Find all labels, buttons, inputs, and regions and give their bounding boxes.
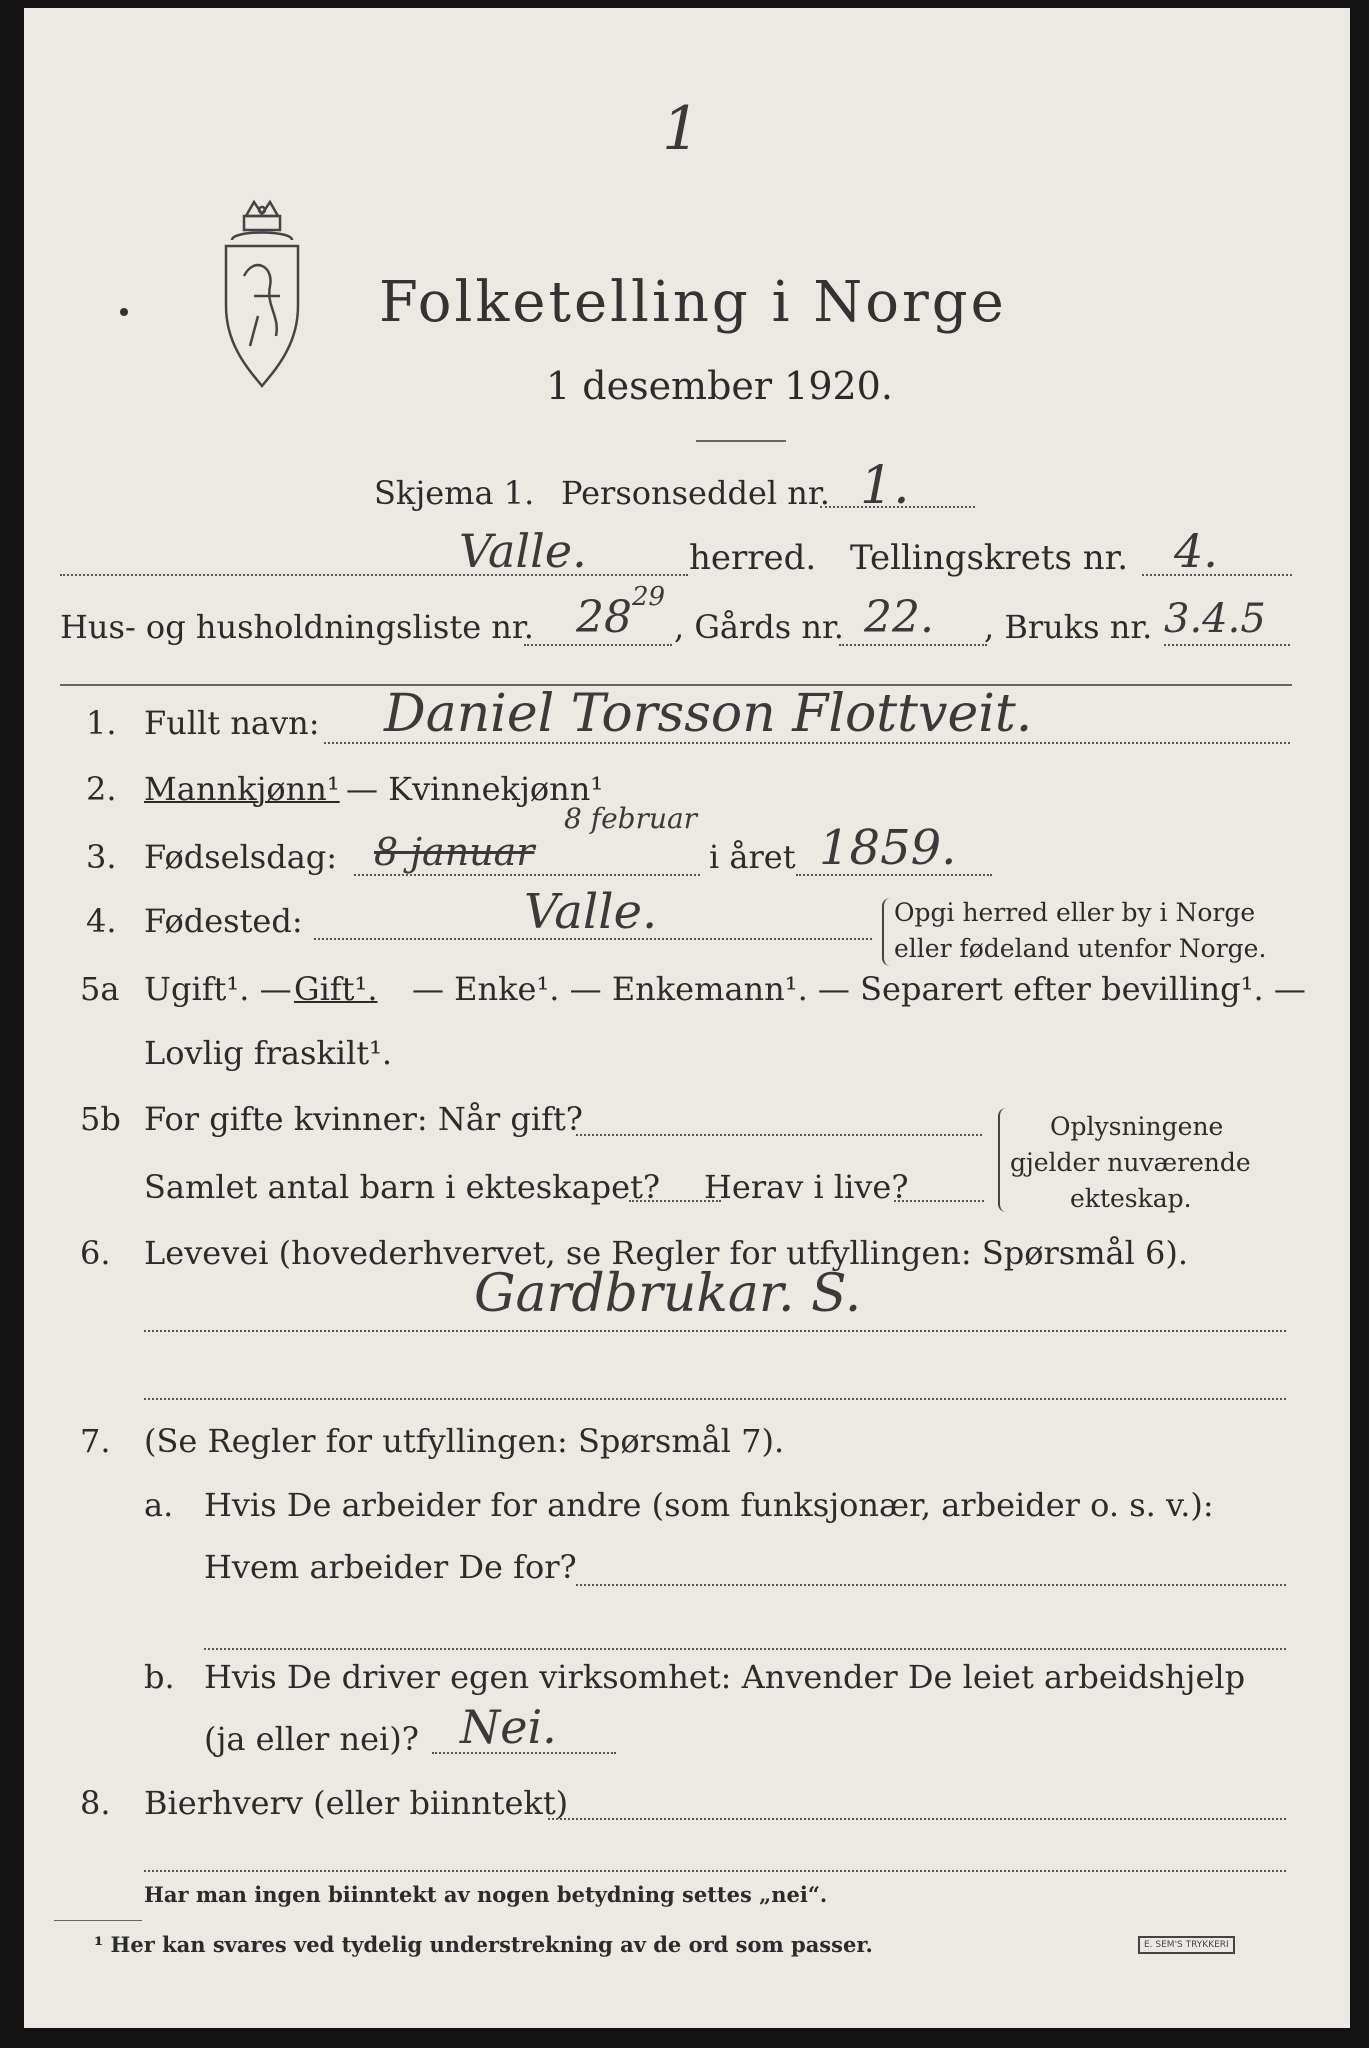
husholdning-dotline	[524, 644, 672, 646]
occupation-value: Gardbrukar. S.	[474, 1264, 862, 1324]
coat-of-arms-icon	[214, 196, 310, 396]
q5a-number: 5a	[80, 970, 120, 1008]
hired-help-value: Nei.	[460, 1700, 557, 1754]
q6-number: 6.	[80, 1234, 111, 1272]
status-others: — Enke¹. — Enkemann¹. — Separert efter bevilling¹. —	[412, 970, 1306, 1008]
q4-note-line2: eller fødeland utenfor Norge.	[894, 934, 1267, 963]
q7b-line1: Hvis De driver egen virksomhet: Anvender De leiet arbeidshjelp	[204, 1658, 1246, 1696]
q7-label: (Se Regler for utfyllingen: Spørsmål 7).	[144, 1422, 785, 1460]
full-name-value: Daniel Torsson Flottveit.	[384, 684, 1033, 744]
gards-dotline	[839, 644, 987, 646]
status-gift: Gift¹.	[294, 970, 378, 1008]
q3-dotline	[354, 874, 700, 876]
q8-label: Bierhverv (eller biinntekt)	[144, 1784, 569, 1822]
birthdate-correction: 8 februar	[564, 802, 698, 835]
personseddel-nr: 1.	[860, 456, 910, 516]
husholdning-label: Hus- og husholdningsliste nr.	[60, 608, 534, 646]
q6-dotline-1	[144, 1330, 1286, 1332]
tellingskrets-label: Tellingskrets nr.	[850, 538, 1129, 578]
q5b-children-label: Samlet antal barn i ekteskapet?	[144, 1168, 661, 1206]
husholdning-nr-above: 29	[632, 582, 666, 612]
census-form-page	[24, 8, 1350, 2028]
q1-label: Fullt navn:	[144, 704, 320, 742]
q5b-alive-label: Herav i live?	[704, 1168, 909, 1206]
birth-year-value: 1859.	[819, 820, 957, 876]
q8-number: 8.	[80, 1784, 111, 1822]
personseddel-label: Personseddel nr.	[561, 474, 830, 512]
gards-label: , Gårds nr.	[674, 608, 844, 646]
q1-number: 1.	[86, 704, 117, 742]
bruks-dotline	[1164, 644, 1290, 646]
bruks-label: , Bruks nr.	[984, 608, 1153, 646]
q4-brace	[882, 898, 890, 966]
status-fraskilt: Lovlig fraskilt¹.	[144, 1034, 393, 1072]
birthplace-value: Valle.	[524, 884, 658, 940]
q7b-letter: b.	[144, 1658, 175, 1696]
husholdning-nr: 28	[576, 592, 632, 643]
q7a-letter: a.	[144, 1486, 174, 1524]
q5b-dotline	[576, 1134, 982, 1136]
q5b-number: 5b	[80, 1100, 121, 1138]
herred-value: Valle.	[459, 524, 587, 578]
q4-label: Fødested:	[144, 902, 303, 940]
tellingskrets-nr: 4.	[1174, 524, 1218, 578]
q2-number: 2.	[86, 770, 117, 808]
status-ugift: Ugift¹. —	[144, 970, 292, 1008]
q3-label: Fødselsdag:	[144, 838, 338, 876]
census-date: 1 desember 1920.	[546, 364, 893, 408]
q8-dotline-1	[548, 1818, 1286, 1820]
q7b-line2: (ja eller nei)?	[204, 1720, 419, 1758]
q4-note-line1: Opgi herred eller by i Norge	[894, 898, 1256, 927]
q5b-note-line1: Oplysningene	[1050, 1112, 1224, 1141]
printer-stamp: E. SEM'S TRYKKERI	[1138, 1936, 1235, 1954]
q7a-line1: Hvis De arbeider for andre (som funksjonær, arbeider o. s. v.):	[204, 1486, 1214, 1524]
q5b-brace	[998, 1108, 1008, 1212]
footnote: ¹ Her kan svares ved tydelig understrekning av de ord som passer.	[94, 1932, 873, 1957]
ink-dot	[120, 308, 128, 316]
form-title: Folketelling i Norge	[379, 270, 1007, 335]
footnote-rule	[54, 1920, 142, 1921]
q7-number: 7.	[80, 1422, 111, 1460]
herred-label: herred.	[689, 538, 817, 578]
q8-dotline-2	[144, 1870, 1286, 1872]
sex-female-option: — Kvinnekjønn¹	[346, 770, 604, 808]
q3-number: 3.	[86, 838, 117, 876]
birthdate-struck-value: 8 januar	[374, 830, 535, 874]
schema-label: Skjema 1.	[374, 474, 535, 512]
sex-male-option: Mannkjønn¹	[144, 770, 340, 808]
q6-label: Levevei (hovederhvervet, se Regler for utfyllingen: Spørsmål 6).	[144, 1234, 1189, 1272]
q5b-note-line2: gjelder nuværende	[1010, 1148, 1251, 1177]
bruks-nr: 3.4.5	[1164, 596, 1266, 642]
q5b-note-line3: ekteskap.	[1070, 1184, 1192, 1213]
year-label: i året	[709, 838, 796, 876]
q7a-dotline-2	[204, 1648, 1286, 1650]
q6-dotline-2	[144, 1398, 1286, 1400]
q8-note: Har man ingen biinntekt av nogen betydning settes „nei“.	[144, 1882, 828, 1907]
q5b-alive-dotline	[894, 1200, 984, 1202]
herred-dotline	[60, 574, 688, 576]
gards-nr: 22.	[864, 592, 934, 643]
page-marker: 1	[662, 94, 701, 164]
q7a-line2: Hvem arbeider De for?	[204, 1548, 577, 1586]
title-rule	[696, 440, 786, 442]
q4-number: 4.	[86, 902, 117, 940]
q5b-label: For gifte kvinner: Når gift?	[144, 1100, 583, 1138]
q7a-dotline-1	[576, 1584, 1286, 1586]
